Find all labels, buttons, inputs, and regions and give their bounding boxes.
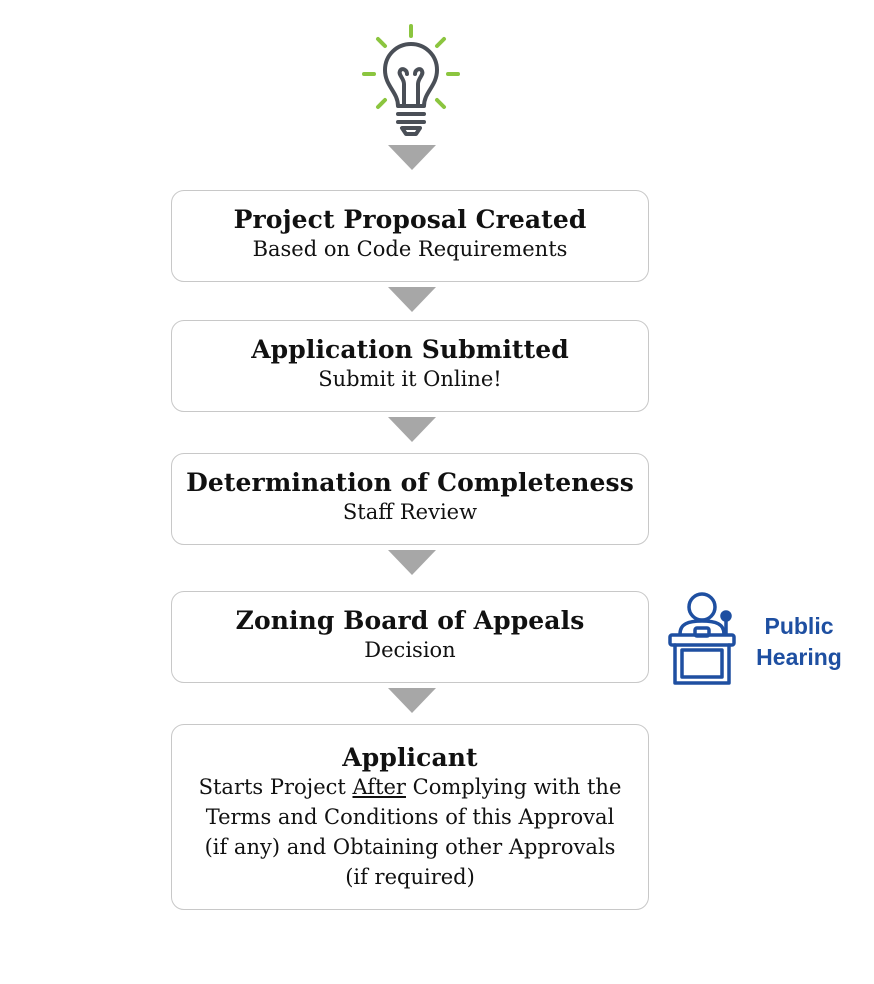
underlined-word: After <box>352 775 406 799</box>
step-box-completeness <box>171 453 649 545</box>
step-box-zoning-board <box>171 591 649 683</box>
flow-arrow-down <box>388 550 436 575</box>
step-title: Application Submitted <box>251 335 569 364</box>
step-title: Project Proposal Created <box>233 205 587 234</box>
step-subtitle: Based on Code Requirements <box>252 237 568 261</box>
step-body: Starts Project After Complying with the Terms and Conditions of this Approval (if any) and Obtaining other Approvals (if required) <box>198 775 622 889</box>
lightbulb-icon <box>358 22 464 140</box>
podium-speaker-icon <box>664 588 740 686</box>
step-box-application <box>171 320 649 412</box>
step-subtitle: Decision <box>364 638 456 662</box>
step-title: Zoning Board of Appeals <box>235 606 585 635</box>
step-subtitle: Staff Review <box>342 500 478 524</box>
flow-arrow-down <box>388 287 436 312</box>
flow-arrow-down <box>388 688 436 713</box>
flow-arrow-down <box>388 145 436 170</box>
step-box-proposal <box>171 190 649 282</box>
step-title: Applicant <box>342 743 478 772</box>
public-hearing-label: Public Hearing <box>756 613 842 670</box>
step-title: Determination of Completeness <box>186 468 634 497</box>
step-subtitle: Submit it Online! <box>318 367 502 391</box>
flow-arrow-down <box>388 417 436 442</box>
step-box-applicant <box>171 724 649 910</box>
